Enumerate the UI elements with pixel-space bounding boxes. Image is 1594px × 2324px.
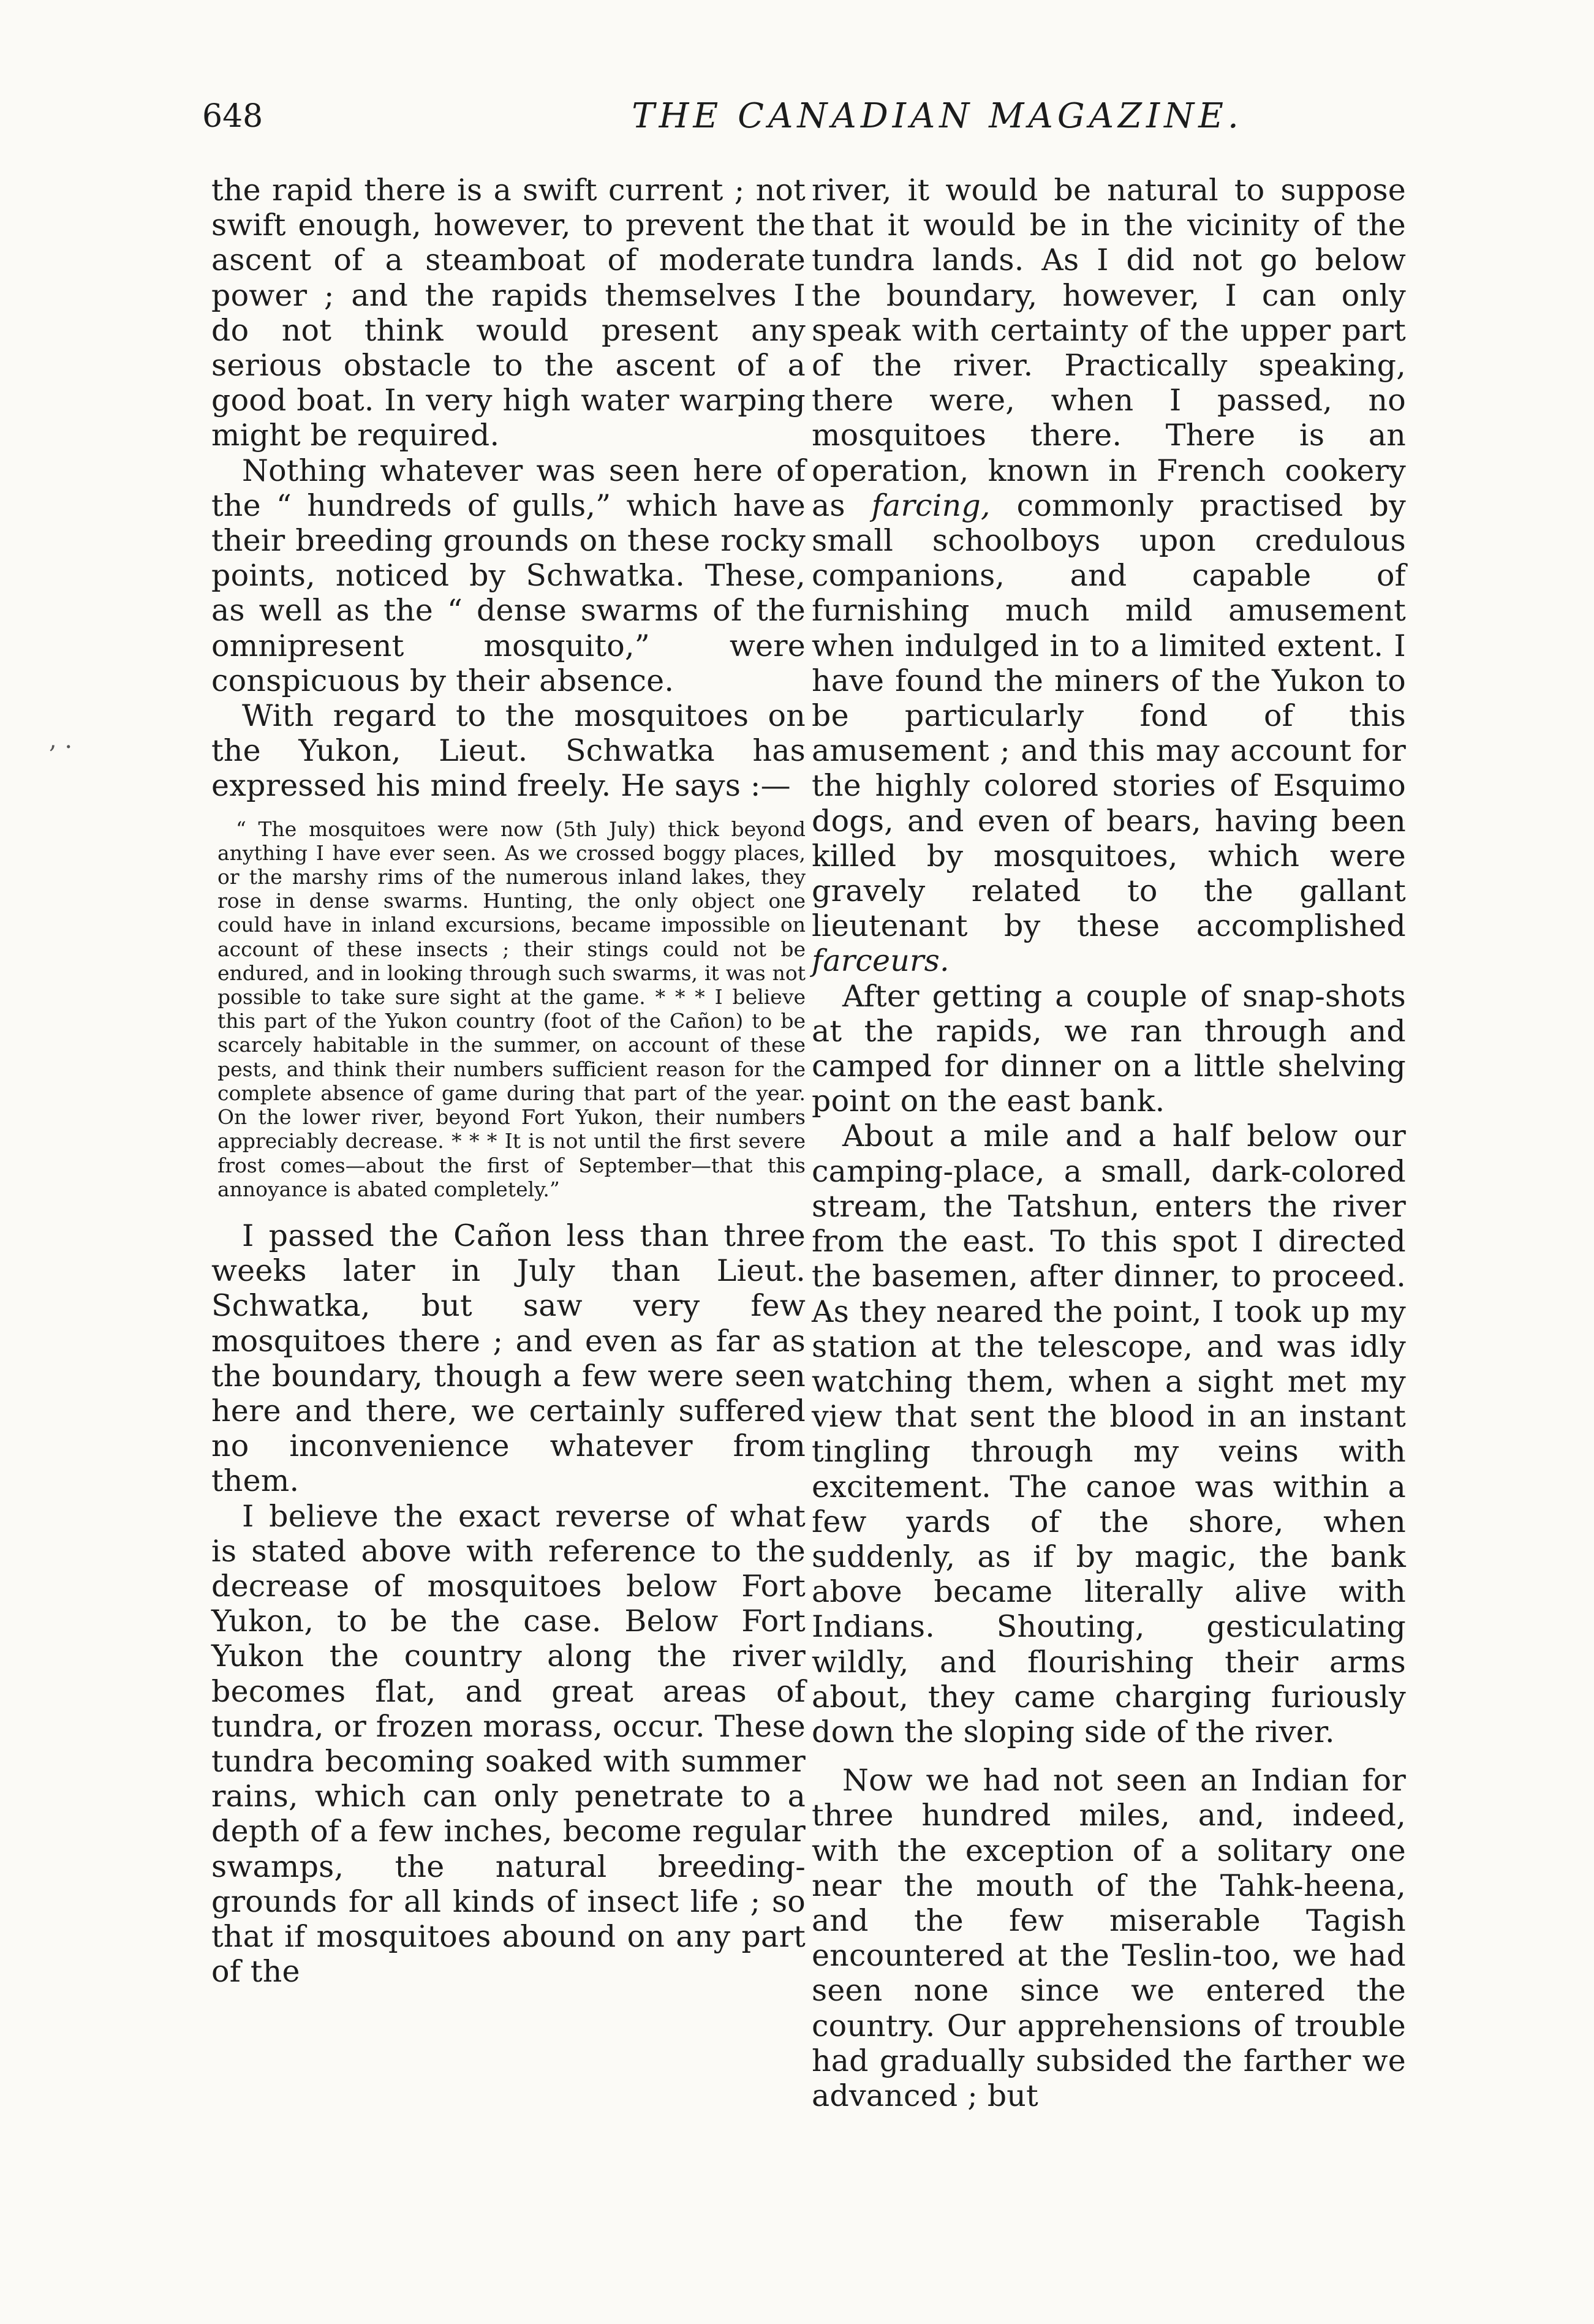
- paragraph: Nothing whatever was seen here of the “ hundreds of gulls,” which have their breeding grounds on these rocky points, noticed by Schwatka. These, as well as the “ dense swarms of the omnipresent mosquito,” were conspicuous by their absence.: [211, 453, 806, 698]
- paragraph-text: river, it would be natural to suppose that it would be in the vicinity of the tundra lands. As I did not go below the boundary, however, I can only speak with certainty of the upper part of the river. Practically speaking, there were, when I passed, no mosquitoes there. There is an operation, known in French cookery as: [812, 173, 1406, 523]
- paragraph: After getting a couple of snap-shots at the rapids, we ran through and camped for dinner on a little shelving point on the east bank.: [812, 978, 1406, 1119]
- paragraph: [812, 173, 1406, 979]
- italic-term: farceurs.: [812, 943, 950, 979]
- page-number: 648: [202, 98, 263, 135]
- paragraph: I passed the Cañon less than three weeks later in July than Lieut. Schwatka, but saw very few mosquitoes there ; and even as far as the boundary, though a few were seen here and there, we certainly suffered no inconvenience whatever from them.: [211, 1218, 806, 1499]
- paragraph: With regard to the mosquitoes on the Yukon, Lieut. Schwatka has expressed his mind freely. He says :—: [211, 698, 806, 804]
- paragraph: About a mile and a half below our camping-place, a small, dark-colored stream, the Tatshun, enters the river from the east. To this spot I directed the basemen, after dinner, to proceed. As they neared the point, I took up my station at the telescope, and was idly watching them, when a sight met my view that sent the blood in an instant tingling through my veins with excitement. The canoe was within a few yards of the shore, when suddenly, as if by magic, the bank above became literally alive with Indians. Shouting, gesticulating wildly, and flourishing their arms about, they came charging furiously down the sloping side of the river.: [812, 1119, 1406, 1749]
- margin-mark: , .: [49, 726, 73, 754]
- left-column: [211, 173, 806, 1989]
- paragraph: I believe the exact reverse of what is stated above with reference to the decrease of mosquitoes below Fort Yukon, to be the case. Below Fort Yukon the country along the river becomes flat, and great areas of tundra, or frozen morass, occur. These tundra becoming soaked with summer rains, which can only penetrate to a depth of a few inches, become regular swamps, the natural breeding-grounds for all kinds of insect life ; so that if mosquitoes abound on any part of the: [211, 1498, 806, 1990]
- italic-term: farcing,: [871, 488, 991, 523]
- paragraph: Now we had not seen an Indian for three hundred miles, and, indeed, with the exception of a solitary one near the mouth of the Tahk-heena, and the few miserable Tagish encountered at the Teslin-too, we had seen none since we entered the country. Our apprehensions of trouble had gradually subsided the farther we advanced ; but: [812, 1763, 1406, 2113]
- block-quote: “ The mosquitoes were now (5th July) thick beyond anything I have ever seen. As we crossed boggy places, or the marshy rims of the numerous inland lakes, they rose in dense swarms. Hunting, the only object one could have in inland excursions, became impossible on account of these insects ; their stings could not be endured, and in looking through such swarms, it was not possible to take sure sight at the game. * * * I believe this part of the Yukon country (foot of the Cañon) to be scarcely habitable in the summer, on account of these pests, and think their numbers sufficient reason for the complete absence of game during that part of the year. On the lower river, beyond Fort Yukon, their numbers appreciably decrease. * * * It is not until the first severe frost comes—about the first of September—that this annoyance is abated completely.”: [217, 817, 806, 1201]
- right-column: [812, 173, 1406, 2113]
- paragraph-text: commonly practised by small schoolboys upon credulous companions, and capable of furnishing much mild amusement when indulged in to a limited extent. I have found the miners of the Yukon to be particularly fond of this amusement ; and this may account for the highly colored stories of Esquimo dogs, and even of bears, having been killed by mosquitoes, which were gravely related to the gallant lieutenant by these accomplished: [812, 488, 1407, 944]
- paragraph: the rapid there is a swift current ; not swift enough, however, to prevent the ascent of a steamboat of moderate power ; and the rapids themselves I do not think would present any serious obstacle to the ascent of a good boat. In very high water warping might be required.: [211, 173, 806, 453]
- running-title: THE CANADIAN MAGAZINE.: [632, 96, 1243, 136]
